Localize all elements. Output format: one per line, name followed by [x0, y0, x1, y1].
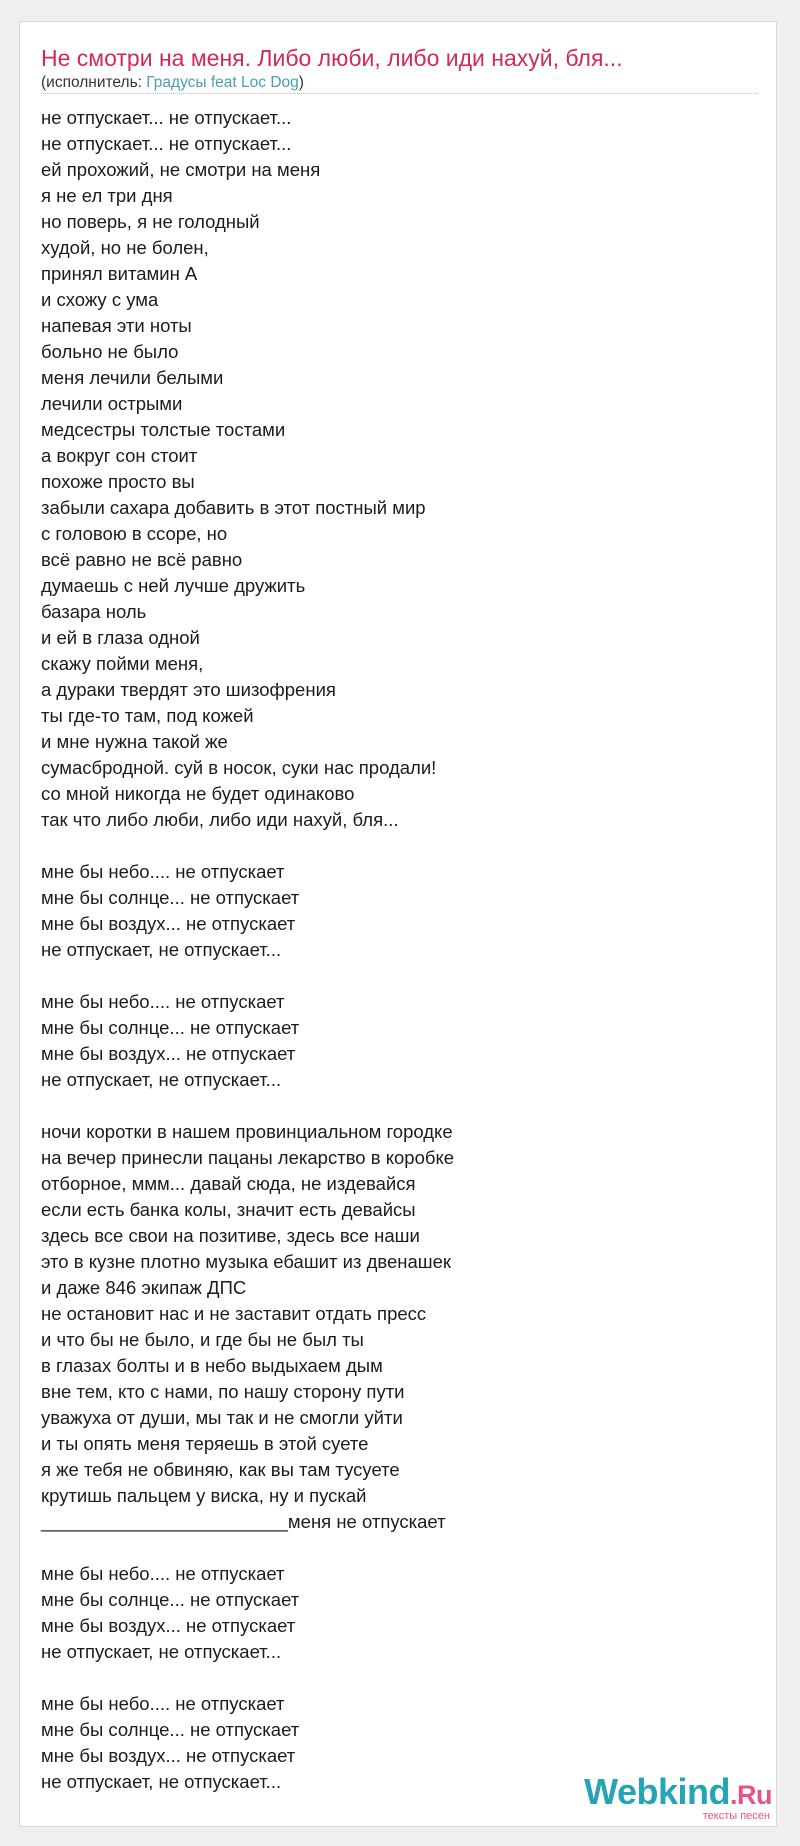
- lyric-line: мне бы небо.... не отпускает: [41, 991, 285, 1012]
- lyric-line: мне бы воздух... не отпускает: [41, 1745, 296, 1766]
- lyric-line: забыли сахара добавить в этот постный мир: [41, 497, 426, 518]
- lyric-line: мне бы небо.... не отпускает: [41, 1693, 285, 1714]
- title-divider: [41, 93, 758, 94]
- artist-prefix: (исполнитель:: [41, 74, 147, 91]
- lyric-line: отборное, ммм... давай сюда, не издевайся: [41, 1173, 416, 1194]
- watermark-brand: Webkind: [584, 1771, 730, 1812]
- lyric-line: а вокруг сон стоит: [41, 445, 198, 466]
- song-title: Не смотри на меня. Либо люби, либо иди нахуй, бля...: [41, 45, 623, 71]
- lyric-line: и даже 846 экипаж ДПС: [41, 1277, 247, 1298]
- stanza-gap: [41, 963, 741, 989]
- lyric-line: и схожу с ума: [41, 289, 159, 310]
- lyric-line: не отпускает, не отпускает...: [41, 939, 282, 960]
- stanza-gap: [41, 1665, 741, 1691]
- site-watermark: [584, 1771, 772, 1822]
- lyric-line: ты где-то там, под кожей: [41, 705, 254, 726]
- lyric-line: так что либо люби, либо иди нахуй, бля...: [41, 809, 399, 830]
- artist-link[interactable]: Градусы feat Loc Dog: [146, 74, 299, 91]
- lyric-line: ей прохожий, не смотри на меня: [41, 159, 321, 180]
- lyric-line: базара ноль: [41, 601, 147, 622]
- lyric-line: и мне нужна такой же: [41, 731, 228, 752]
- watermark-tld: .Ru: [730, 1780, 772, 1810]
- lyric-line: не отпускает... не отпускает...: [41, 133, 292, 154]
- lyric-line: ночи коротки в нашем провинциальном городке: [41, 1121, 453, 1142]
- artist-suffix: ): [298, 74, 304, 91]
- lyric-line: вне тем, кто с нами, по нашу сторону пути: [41, 1381, 405, 1402]
- lyric-line: не остановит нас и не заставит отдать пресс: [41, 1303, 427, 1324]
- lyric-line: думаешь с ней лучше дружить: [41, 575, 306, 596]
- stanza-gap: [41, 1535, 741, 1561]
- lyric-line: не отпускает, не отпускает...: [41, 1641, 282, 1662]
- lyric-line: медсестры толстые тостами: [41, 419, 286, 440]
- lyric-line: всё равно не всё равно: [41, 549, 243, 570]
- lyric-line: мне бы солнце... не отпускает: [41, 1017, 300, 1038]
- lyric-line: и ей в глаза одной: [41, 627, 200, 648]
- artist-line: [41, 73, 304, 93]
- lyric-line: на вечер принесли пацаны лекарство в коробке: [41, 1147, 455, 1168]
- lyric-line: мне бы воздух... не отпускает: [41, 913, 296, 934]
- lyric-line: и что бы не было, и где бы не был ты: [41, 1329, 364, 1350]
- stanza-gap: [41, 833, 741, 859]
- lyric-line: если есть банка колы, значит есть девайсы: [41, 1199, 416, 1220]
- lyric-line: мне бы солнце... не отпускает: [41, 887, 300, 908]
- lyric-line: худой, но не болен,: [41, 237, 209, 258]
- lyric-line: мне бы небо.... не отпускает: [41, 861, 285, 882]
- lyric-line: не отпускает... не отпускает...: [41, 107, 292, 128]
- lyric-line: мне бы небо.... не отпускает: [41, 1563, 285, 1584]
- lyric-line: мне бы воздух... не отпускает: [41, 1043, 296, 1064]
- lyric-line: напевая эти ноты: [41, 315, 192, 336]
- lyric-line: и ты опять меня теряешь в этой суете: [41, 1433, 369, 1454]
- lyric-line: ________________________меня не отпускает: [41, 1511, 446, 1532]
- lyric-line: крутишь пальцем у виска, ну и пускай: [41, 1485, 367, 1506]
- lyric-line: а дураки твердят это шизофрения: [41, 679, 336, 700]
- watermark-logo: [584, 1771, 772, 1813]
- lyric-line: не отпускает, не отпускает...: [41, 1069, 282, 1090]
- lyric-line: сумасбродной. суй в носок, суки нас продали!: [41, 757, 437, 778]
- watermark-tagline: тексты песен: [702, 1810, 770, 1822]
- lyric-line: принял витамин А: [41, 263, 198, 284]
- lyric-line: со мной никогда не будет одинаково: [41, 783, 355, 804]
- lyric-line: мне бы солнце... не отпускает: [41, 1589, 300, 1610]
- lyrics-body: [41, 105, 741, 1795]
- lyric-line: больно не было: [41, 341, 179, 362]
- lyric-line: похоже просто вы: [41, 471, 195, 492]
- lyric-line: с головою в ссоре, но: [41, 523, 228, 544]
- lyric-line: меня лечили белыми: [41, 367, 224, 388]
- lyric-line: в глазах болты и в небо выдыхаем дым: [41, 1355, 383, 1376]
- lyric-line: здесь все свои на позитиве, здесь все наши: [41, 1225, 420, 1246]
- lyric-line: я же тебя не обвиняю, как вы там тусуете: [41, 1459, 400, 1480]
- lyric-line: но поверь, я не голодный: [41, 211, 260, 232]
- stanza-gap: [41, 1093, 741, 1119]
- lyric-line: мне бы солнце... не отпускает: [41, 1719, 300, 1740]
- lyric-line: уважуха от души, мы так и не смогли уйти: [41, 1407, 403, 1428]
- lyric-line: не отпускает, не отпускает...: [41, 1771, 282, 1792]
- lyric-line: лечили острыми: [41, 393, 183, 414]
- lyric-line: я не ел три дня: [41, 185, 173, 206]
- lyric-line: мне бы воздух... не отпускает: [41, 1615, 296, 1636]
- lyric-line: скажу пойми меня,: [41, 653, 204, 674]
- lyric-line: это в кузне плотно музыка ебашит из двенашек: [41, 1251, 451, 1272]
